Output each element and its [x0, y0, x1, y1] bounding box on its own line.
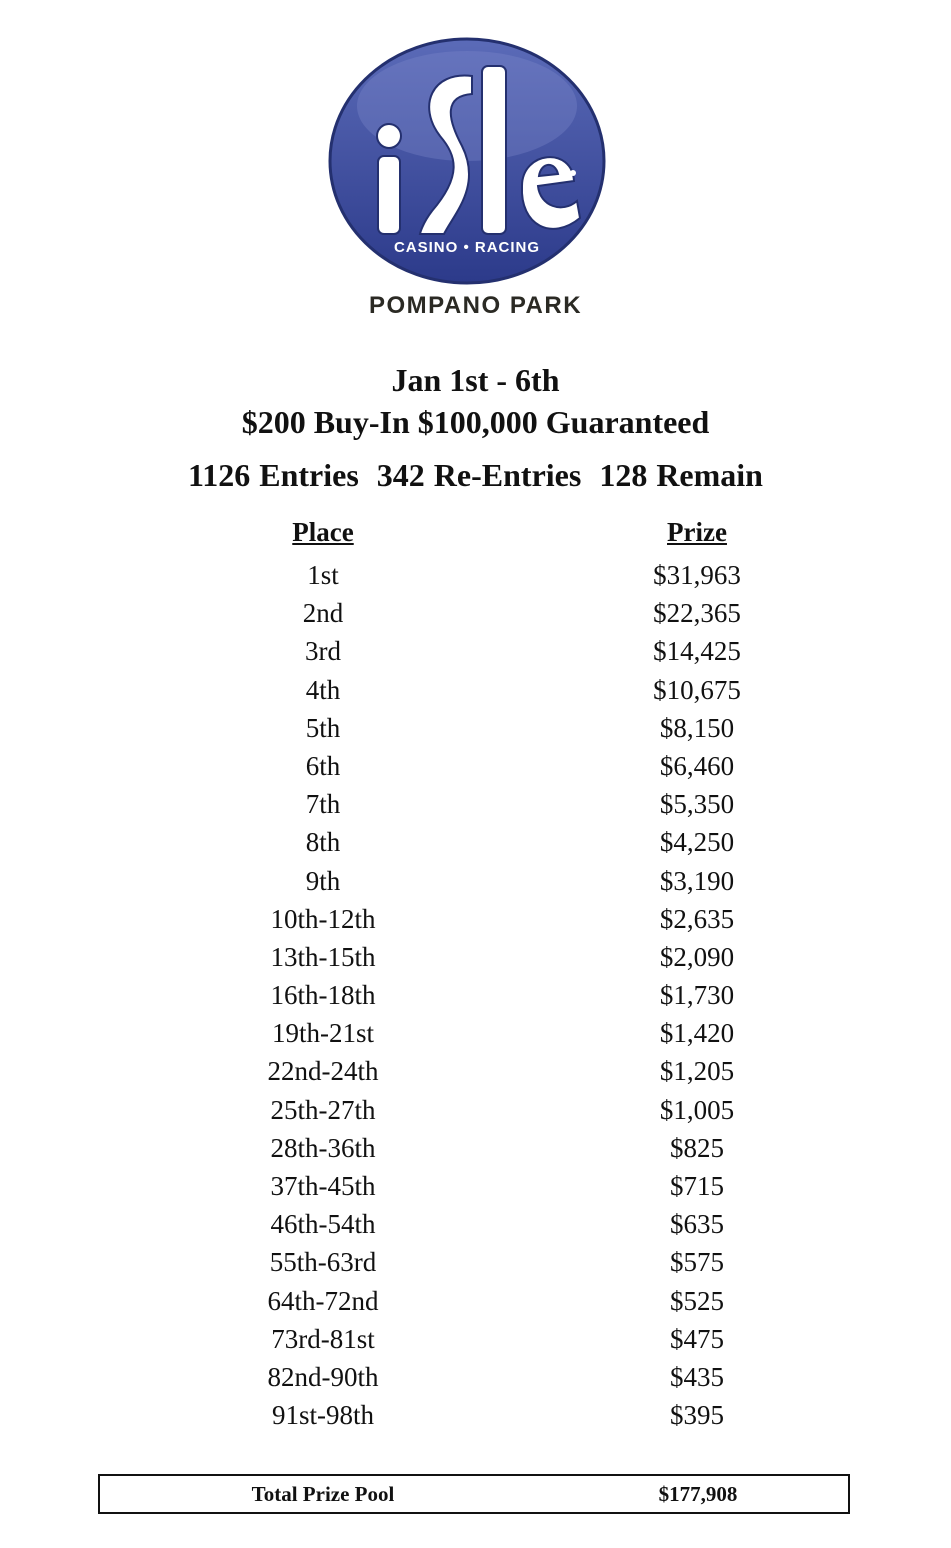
- prize-cell: $22,365: [653, 598, 741, 629]
- table-row: [0, 1324, 951, 1362]
- place-cell: 1st: [307, 560, 339, 590]
- place-cell: 10th-12th: [270, 903, 376, 934]
- place-cell: 9th: [305, 865, 341, 896]
- place-cell: 82nd-90th: [267, 1361, 379, 1392]
- place-cell: 7th: [305, 789, 341, 820]
- table-row: [0, 904, 951, 942]
- prize-cell: $31,963: [653, 560, 741, 590]
- table-row: [0, 598, 951, 636]
- prize-cell: $635: [670, 1209, 724, 1240]
- prize-cell: $525: [670, 1285, 724, 1316]
- table-row: [0, 980, 951, 1018]
- place-cell: 37th-45th: [270, 1171, 376, 1201]
- table-row: [0, 1133, 951, 1171]
- table-row: [0, 1018, 951, 1056]
- table-row: [0, 713, 951, 751]
- place-cell: 2nd: [302, 598, 344, 629]
- place-cell: 25th-27th: [270, 1094, 376, 1125]
- table-row: [0, 789, 951, 827]
- table-row: [0, 675, 951, 713]
- place-cell: 22nd-24th: [267, 1056, 379, 1087]
- place-cell: 6th: [305, 750, 341, 781]
- place-cell: 19th-21st: [271, 1018, 374, 1049]
- table-row: [0, 866, 951, 904]
- prize-cell: $2,635: [659, 903, 735, 934]
- prize-cell: $475: [670, 1323, 724, 1354]
- prize-cell: $1,420: [659, 1018, 735, 1049]
- total-label: Total Prize Pool: [251, 1482, 395, 1506]
- place-cell: 8th: [305, 827, 341, 858]
- event-dates: Jan 1st - 6th: [391, 362, 560, 398]
- prize-column-header: Prize: [667, 517, 727, 547]
- table-row: [0, 636, 951, 674]
- prize-cell: $14,425: [653, 636, 741, 667]
- prize-cell: $715: [670, 1171, 724, 1201]
- prize-cell: $3,190: [659, 865, 735, 896]
- logo-tagline: CASINO • RACING: [393, 239, 541, 256]
- prize-cell: $8,150: [659, 712, 735, 743]
- table-row: [0, 560, 951, 598]
- prize-cell: $5,350: [659, 789, 735, 820]
- table-row: [0, 942, 951, 980]
- table-row: [0, 1171, 951, 1209]
- place-cell: 13th-15th: [270, 941, 376, 972]
- place-cell: 55th-63rd: [269, 1247, 377, 1278]
- prize-cell: $825: [670, 1132, 724, 1163]
- prize-cell: $4,250: [659, 827, 735, 858]
- place-cell: 4th: [305, 674, 341, 705]
- isle-logo-emblem: [322, 36, 612, 286]
- table-row: [0, 1247, 951, 1285]
- table-row: [0, 1095, 951, 1133]
- event-buyin: $200 Buy-In $100,000 Guaranteed: [241, 404, 710, 440]
- table-row: [0, 751, 951, 789]
- table-row: [0, 1362, 951, 1400]
- isle-logo: [0, 36, 951, 326]
- prize-cell: $435: [670, 1361, 724, 1392]
- total-prize-pool: [98, 1474, 850, 1514]
- table-row: [0, 1056, 951, 1094]
- place-cell: 91st-98th: [271, 1400, 374, 1431]
- prize-cell: $1,205: [659, 1056, 735, 1087]
- payout-table: [0, 560, 951, 1438]
- prize-cell: $1,730: [659, 980, 735, 1011]
- table-row: [0, 1209, 951, 1247]
- prize-cell: $10,675: [653, 674, 741, 705]
- table-row: [0, 827, 951, 865]
- place-cell: 64th-72nd: [267, 1285, 379, 1316]
- place-cell: 5th: [305, 712, 341, 743]
- place-column-header: Place: [292, 517, 354, 547]
- logo-location: POMPANO PARK: [368, 292, 583, 319]
- table-row: [0, 1400, 951, 1438]
- place-cell: 46th-54th: [270, 1209, 376, 1240]
- place-cell: 73rd-81st: [271, 1323, 375, 1354]
- total-value: $177,908: [658, 1482, 738, 1506]
- prize-cell: $395: [670, 1400, 724, 1431]
- prize-cell: $6,460: [659, 750, 735, 781]
- prize-cell: $575: [670, 1247, 724, 1278]
- place-cell: 28th-36th: [270, 1132, 376, 1163]
- prize-cell: $2,090: [659, 941, 735, 972]
- place-cell: 3rd: [305, 636, 341, 667]
- entry-counts: 1126 Entries 342 Re-Entries 128 Remain: [188, 457, 763, 493]
- prize-cell: $1,005: [659, 1094, 735, 1125]
- place-cell: 16th-18th: [270, 980, 376, 1011]
- table-row: [0, 1286, 951, 1324]
